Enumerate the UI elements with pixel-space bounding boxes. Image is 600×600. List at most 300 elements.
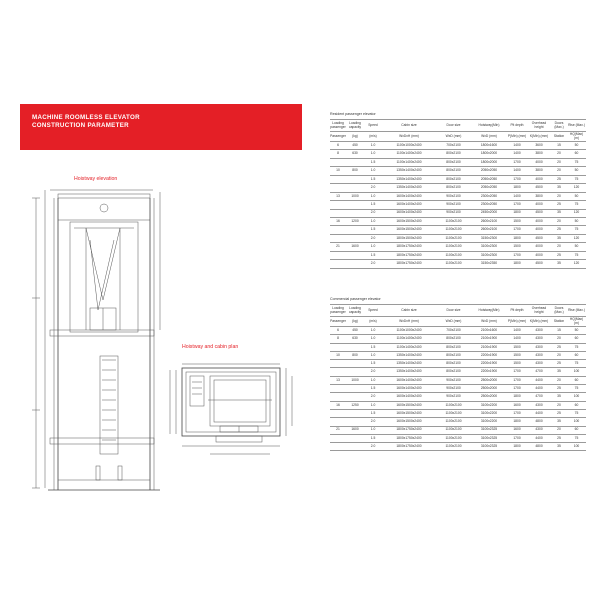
subheader-cell: K(Min) (mm)	[527, 317, 551, 327]
table-cell	[346, 175, 364, 183]
header-cell: Hoistway(Min)	[471, 120, 507, 132]
table-cell: 2500x2000	[471, 393, 507, 401]
table-cell: 35	[551, 184, 567, 192]
subheader-cell: WxDxH (mm)	[382, 132, 436, 142]
table-cell: 4000	[527, 201, 551, 209]
header-cell: Cabin size	[382, 120, 436, 132]
table-cell: 1800x1750x2400	[382, 434, 436, 442]
table-cell	[346, 343, 364, 351]
table-cell: 1600x1400x2400	[382, 393, 436, 401]
table-cell: 35	[551, 393, 567, 401]
table-cell: 2100x1600	[471, 327, 507, 335]
table-cell: 1100x2100	[436, 217, 471, 225]
table-cell: 60	[567, 351, 586, 359]
table-cell: 1100x2100	[436, 426, 471, 434]
table-cell	[330, 393, 346, 401]
table-cell: 1600x1500x2400	[382, 401, 436, 409]
table-row	[330, 327, 586, 335]
header-cell: Speed	[364, 120, 382, 132]
table-cell: 1600x1400x2400	[382, 385, 436, 393]
table-row	[330, 175, 586, 183]
table-cell: 60	[567, 335, 586, 343]
table-row	[330, 393, 586, 401]
header-cell: Rise (Max.)	[567, 120, 586, 132]
table-cell: 1800x1750x2400	[382, 426, 436, 434]
table-cell: 2450x2000	[471, 209, 507, 217]
table-cell: 21	[330, 426, 346, 434]
table-cell: 1000	[346, 376, 364, 384]
commercial-table-title: Commercial passenger elevator	[330, 297, 381, 301]
table-cell	[330, 443, 346, 451]
table-cell: 1350x1400x2400	[382, 184, 436, 192]
table-cell: 4700	[527, 368, 551, 376]
table-cell: 3100x2325	[471, 434, 507, 442]
table-cell: 1700	[507, 385, 527, 393]
hoistway-cabin-plan-title: Hoistway and cabin plan	[182, 344, 239, 350]
subheader-cell: Station	[551, 132, 567, 142]
table-row	[330, 251, 586, 259]
header-cell: Loading capacity	[346, 305, 364, 317]
subheader-cell: (m/s)	[364, 132, 382, 142]
table-cell: 1800x1750x2400	[382, 443, 436, 451]
buffer	[96, 466, 100, 480]
table-cell: 1600x1400x2400	[382, 376, 436, 384]
table-cell: 2200x1900	[471, 351, 507, 359]
residential-table-title: Resident passenger elevator	[330, 112, 376, 116]
table-cell: 1100x2100	[436, 260, 471, 268]
table-cell	[346, 368, 364, 376]
table-cell: 2.0	[364, 260, 382, 268]
table-cell: 4000	[527, 243, 551, 251]
table-cell: 800x2100	[436, 175, 471, 183]
table-cell: 50	[567, 142, 586, 150]
table-cell: 120	[567, 184, 586, 192]
table-cell: 1.0	[364, 401, 382, 409]
table-cell: 2.0	[364, 234, 382, 242]
table-row	[330, 167, 586, 175]
residential-table-body	[330, 142, 586, 269]
subheader-cell: P(Min) (mm)	[507, 317, 527, 327]
table-cell: 3600	[527, 142, 551, 150]
table-cell: 60	[567, 150, 586, 158]
table-cell: 25	[551, 226, 567, 234]
table-cell: 13	[330, 192, 346, 200]
table-cell: 75	[567, 251, 586, 259]
banner-title-line2: CONSTRUCTION PARAMETER	[32, 122, 129, 129]
table-cell: 1100x1400x2400	[382, 158, 436, 166]
table-cell: 4300	[527, 426, 551, 434]
table-cell: 2200x1900	[471, 368, 507, 376]
table-cell: 1100x1400x2400	[382, 335, 436, 343]
table-cell: 25	[551, 434, 567, 442]
table-cell: 15	[551, 142, 567, 150]
table-cell: 3800	[527, 192, 551, 200]
table-cell: 1100x2100	[436, 434, 471, 442]
table-cell: 100	[567, 418, 586, 426]
table-cell: 1100x2100	[436, 243, 471, 251]
table-cell: 800	[346, 351, 364, 359]
table-cell: 4500	[527, 184, 551, 192]
table-cell: 4300	[527, 327, 551, 335]
table-cell: 2600x2100	[471, 226, 507, 234]
table-cell: 800x2100	[436, 368, 471, 376]
table-cell: 1600	[346, 426, 364, 434]
hoistway-inner-wall	[186, 372, 276, 432]
table-cell: 4500	[527, 234, 551, 242]
table-cell: 1350x1400x2400	[382, 167, 436, 175]
table-cell	[346, 184, 364, 192]
table-cell	[346, 434, 364, 442]
table-cell: 2300x2050	[471, 192, 507, 200]
table-cell: 4000	[527, 226, 551, 234]
subheader-cell: K(Min) (mm)	[527, 132, 551, 142]
table-row	[330, 418, 586, 426]
table-cell: 1.0	[364, 150, 382, 158]
table-row	[330, 368, 586, 376]
header-cell: Doors (Max.)	[551, 120, 567, 132]
subheader-cell: WxD (mm)	[436, 132, 471, 142]
table-cell: 1800	[507, 418, 527, 426]
table-cell: 4300	[527, 335, 551, 343]
table-cell: 1.0	[364, 426, 382, 434]
table-cell: 2050x2050	[471, 175, 507, 183]
table-cell: 1600x1500x2400	[382, 226, 436, 234]
table-cell: 1.5	[364, 175, 382, 183]
table-cell: 75	[567, 385, 586, 393]
header-cell: Rise (Max.)	[567, 305, 586, 317]
table-cell: 13	[330, 376, 346, 384]
table-cell: 1500	[507, 243, 527, 251]
table-cell: 1700	[507, 226, 527, 234]
floor-slab	[50, 438, 154, 444]
table-cell: 75	[567, 201, 586, 209]
table-cell: 1.0	[364, 217, 382, 225]
table-cell: 1700	[507, 201, 527, 209]
table-cell: 1700	[507, 376, 527, 384]
table-cell: 50	[567, 192, 586, 200]
table-cell: 1700	[507, 368, 527, 376]
table-cell: 50	[567, 167, 586, 175]
table-cell: 800	[346, 167, 364, 175]
table-cell: 2.0	[364, 393, 382, 401]
table-cell: 1500	[507, 343, 527, 351]
table-cell: 1600	[507, 401, 527, 409]
table-cell: 20	[551, 217, 567, 225]
table-cell: 4800	[527, 443, 551, 451]
table-cell: 2200x1900	[471, 360, 507, 368]
table-cell: 1.5	[364, 360, 382, 368]
header-cell: Door size	[436, 305, 471, 317]
table-cell: 1700	[507, 158, 527, 166]
table-cell: 20	[551, 158, 567, 166]
table-cell	[330, 418, 346, 426]
subheader-cell: WxD (mm)	[436, 317, 471, 327]
table-cell: 75	[567, 409, 586, 417]
subheader-cell: WxD (mm)	[471, 317, 507, 327]
subheader-cell: Station	[551, 317, 567, 327]
table-cell: 15	[551, 327, 567, 335]
table-cell: 25	[551, 385, 567, 393]
header-cell: Loading capacity	[346, 120, 364, 132]
table-cell: 800x2100	[436, 360, 471, 368]
hoistway-elevation-drawing	[28, 180, 163, 505]
table-cell: 50	[567, 327, 586, 335]
table-cell: 25	[551, 360, 567, 368]
table-cell: 1100x2100	[436, 418, 471, 426]
table-cell: 4000	[527, 175, 551, 183]
table-cell: 1600	[346, 243, 364, 251]
table-cell: 1800x2000	[471, 150, 507, 158]
table-cell: 1.5	[364, 201, 382, 209]
table-cell: 4400	[527, 385, 551, 393]
table-row	[330, 142, 586, 150]
table-cell: 60	[567, 401, 586, 409]
table-cell: 1700	[507, 409, 527, 417]
table-cell: 4000	[527, 158, 551, 166]
table-cell: 25	[551, 201, 567, 209]
table-row	[330, 234, 586, 242]
table-cell	[330, 226, 346, 234]
table-cell: 2050x2050	[471, 184, 507, 192]
table-cell	[346, 251, 364, 259]
table-cell: 1.0	[364, 192, 382, 200]
table-cell: 800x2100	[436, 167, 471, 175]
table-row	[330, 351, 586, 359]
table-cell: 1.0	[364, 351, 382, 359]
table-cell: 100	[567, 368, 586, 376]
table-cell: 35	[551, 443, 567, 451]
residential-spec-table	[330, 119, 586, 269]
table-cell: 60	[567, 376, 586, 384]
table-cell: 1100x2100	[436, 409, 471, 417]
header-cell: Speed	[364, 305, 382, 317]
table-cell: 1.5	[364, 434, 382, 442]
header-cell: Door size	[436, 120, 471, 132]
header-cell: Overhead height	[527, 305, 551, 317]
table-cell: 2050x2050	[471, 167, 507, 175]
table-row	[330, 443, 586, 451]
table-cell: 630	[346, 335, 364, 343]
table-cell: 10	[330, 351, 346, 359]
cabin-inner	[214, 380, 266, 422]
table-cell: 75	[567, 343, 586, 351]
table-cell: 35	[551, 234, 567, 242]
table-cell	[346, 158, 364, 166]
table-cell: 2600x2100	[471, 217, 507, 225]
table-cell: 2.0	[364, 443, 382, 451]
table-cell: 3100x2300	[471, 251, 507, 259]
table-cell: 35	[551, 368, 567, 376]
table-cell: 900x2100	[436, 209, 471, 217]
table-cell: 1400	[507, 192, 527, 200]
table-cell: 4500	[527, 209, 551, 217]
subheader-cell: HQ(Max) (m)	[567, 317, 586, 327]
rope-path	[90, 240, 114, 310]
table-cell: 3100x2200	[471, 418, 507, 426]
table-row	[330, 201, 586, 209]
table-cell: 75	[567, 175, 586, 183]
table-cell: 6	[330, 327, 346, 335]
table-cell: 1100x2100	[436, 234, 471, 242]
subheader-cell: Passenger	[330, 317, 346, 327]
table-cell: 1350x1400x2400	[382, 175, 436, 183]
table-cell	[330, 409, 346, 417]
table-cell: 450	[346, 327, 364, 335]
table-cell: 3800	[527, 167, 551, 175]
table-cell: 1100x1400x2400	[382, 150, 436, 158]
table-cell: 3100x2300	[471, 243, 507, 251]
table-cell	[330, 175, 346, 183]
table-cell: 900x2100	[436, 201, 471, 209]
table-cell: 8	[330, 335, 346, 343]
table-cell: 8	[330, 150, 346, 158]
table-row	[330, 343, 586, 351]
table-cell: 900x2100	[436, 192, 471, 200]
subheader-cell: HQ(Max) (m)	[567, 132, 586, 142]
table-cell: 1800x1500x2400	[382, 234, 436, 242]
header-cell: Loading passenger	[330, 305, 346, 317]
header-cell: Overhead height	[527, 120, 551, 132]
table-cell: 1400	[507, 142, 527, 150]
table-row	[330, 426, 586, 434]
table-cell: 1.5	[364, 251, 382, 259]
table-row	[330, 243, 586, 251]
table-cell	[330, 434, 346, 442]
table-cell: 1800x1750x2400	[382, 251, 436, 259]
header-cell: Pit depth	[507, 305, 527, 317]
table-cell: 1600x1500x2400	[382, 217, 436, 225]
table-cell: 25	[551, 175, 567, 183]
table-cell: 20	[551, 243, 567, 251]
table-cell	[346, 209, 364, 217]
table-cell: 2.0	[364, 418, 382, 426]
table-cell: 800x2100	[436, 150, 471, 158]
cabin-plan	[210, 376, 270, 426]
table-cell	[330, 260, 346, 268]
table-row	[330, 226, 586, 234]
table-cell: 75	[567, 434, 586, 442]
table-cell: 50	[567, 217, 586, 225]
table-cell: 100	[567, 393, 586, 401]
table-cell: 1.0	[364, 335, 382, 343]
table-subheader-row	[330, 132, 586, 142]
subheader-cell: (m/s)	[364, 317, 382, 327]
table-cell: 120	[567, 260, 586, 268]
table-cell: 1800x2000	[471, 158, 507, 166]
landing-door	[216, 436, 262, 442]
table-cell: 20	[551, 150, 567, 158]
table-cell: 1.0	[364, 327, 382, 335]
table-cell: 1100x2100	[436, 251, 471, 259]
table-cell: 1600x1500x2400	[382, 409, 436, 417]
subheader-cell: P(Min) (mm)	[507, 132, 527, 142]
floor-slab	[50, 330, 154, 336]
table-cell: 1100x2100	[436, 443, 471, 451]
table-cell: 35	[551, 418, 567, 426]
table-cell: 120	[567, 209, 586, 217]
top-beam	[58, 194, 150, 198]
table-cell: 75	[567, 360, 586, 368]
table-cell: 900x2100	[436, 385, 471, 393]
table-cell	[346, 418, 364, 426]
table-cell	[346, 201, 364, 209]
header-cell: Cabin size	[382, 305, 436, 317]
table-cell: 1500	[507, 360, 527, 368]
buffer	[118, 466, 122, 480]
table-cell: 20	[551, 167, 567, 175]
banner-title-line1: MACHINE ROOMLESS ELEVATOR	[32, 114, 140, 121]
table-cell: 1800x1750x2400	[382, 260, 436, 268]
table-cell: 10	[330, 167, 346, 175]
table-cell: 1000	[346, 192, 364, 200]
table-cell	[330, 343, 346, 351]
table-cell: 25	[551, 251, 567, 259]
table-cell: 1250	[346, 401, 364, 409]
table-cell: 4400	[527, 376, 551, 384]
header-cell: Doors (Max.)	[551, 305, 567, 317]
table-subheader-row	[330, 317, 586, 327]
table-cell: 60	[567, 426, 586, 434]
table-cell: 1.5	[364, 409, 382, 417]
table-cell: 2.0	[364, 184, 382, 192]
table-cell: 1100x1400x2400	[382, 343, 436, 351]
table-cell: 1600x1400x2400	[382, 201, 436, 209]
table-row	[330, 335, 586, 343]
table-cell: 4500	[527, 260, 551, 268]
subheader-cell: WxD (mm)	[471, 132, 507, 142]
table-row	[330, 401, 586, 409]
table-cell: 20	[551, 401, 567, 409]
table-cell: 1100x1000x2400	[382, 142, 436, 150]
table-cell: 1400	[507, 167, 527, 175]
table-cell: 1800	[507, 184, 527, 192]
table-cell: 2100x1900	[471, 343, 507, 351]
header-cell: Loading passenger	[330, 120, 346, 132]
table-cell: 4300	[527, 401, 551, 409]
table-cell: 1400	[507, 150, 527, 158]
table-cell: 4700	[527, 393, 551, 401]
table-cell: 16	[330, 217, 346, 225]
table-cell	[346, 360, 364, 368]
table-cell: 1800x1750x2400	[382, 243, 436, 251]
table-cell: 3100x2325	[471, 426, 507, 434]
table-cell: 4300	[527, 360, 551, 368]
table-cell	[346, 234, 364, 242]
subheader-cell: (kg)	[346, 132, 364, 142]
subheader-cell: WxDxH (mm)	[382, 317, 436, 327]
table-cell: 20	[551, 376, 567, 384]
table-cell	[330, 158, 346, 166]
table-cell	[346, 443, 364, 451]
table-cell: 75	[567, 158, 586, 166]
table-cell: 1600	[507, 426, 527, 434]
table-row	[330, 260, 586, 268]
table-cell	[346, 260, 364, 268]
table-row	[330, 192, 586, 200]
table-cell: 25	[551, 409, 567, 417]
table-cell: 1350x1400x2400	[382, 351, 436, 359]
table-cell	[330, 184, 346, 192]
header-cell: Pit depth	[507, 120, 527, 132]
table-cell: 1.0	[364, 167, 382, 175]
table-cell: 630	[346, 150, 364, 158]
table-cell: 3800	[527, 150, 551, 158]
table-cell: 800x2100	[436, 184, 471, 192]
table-cell: 3100x2200	[471, 401, 507, 409]
table-cell	[330, 234, 346, 242]
table-cell: 4400	[527, 409, 551, 417]
table-cell: 6	[330, 142, 346, 150]
